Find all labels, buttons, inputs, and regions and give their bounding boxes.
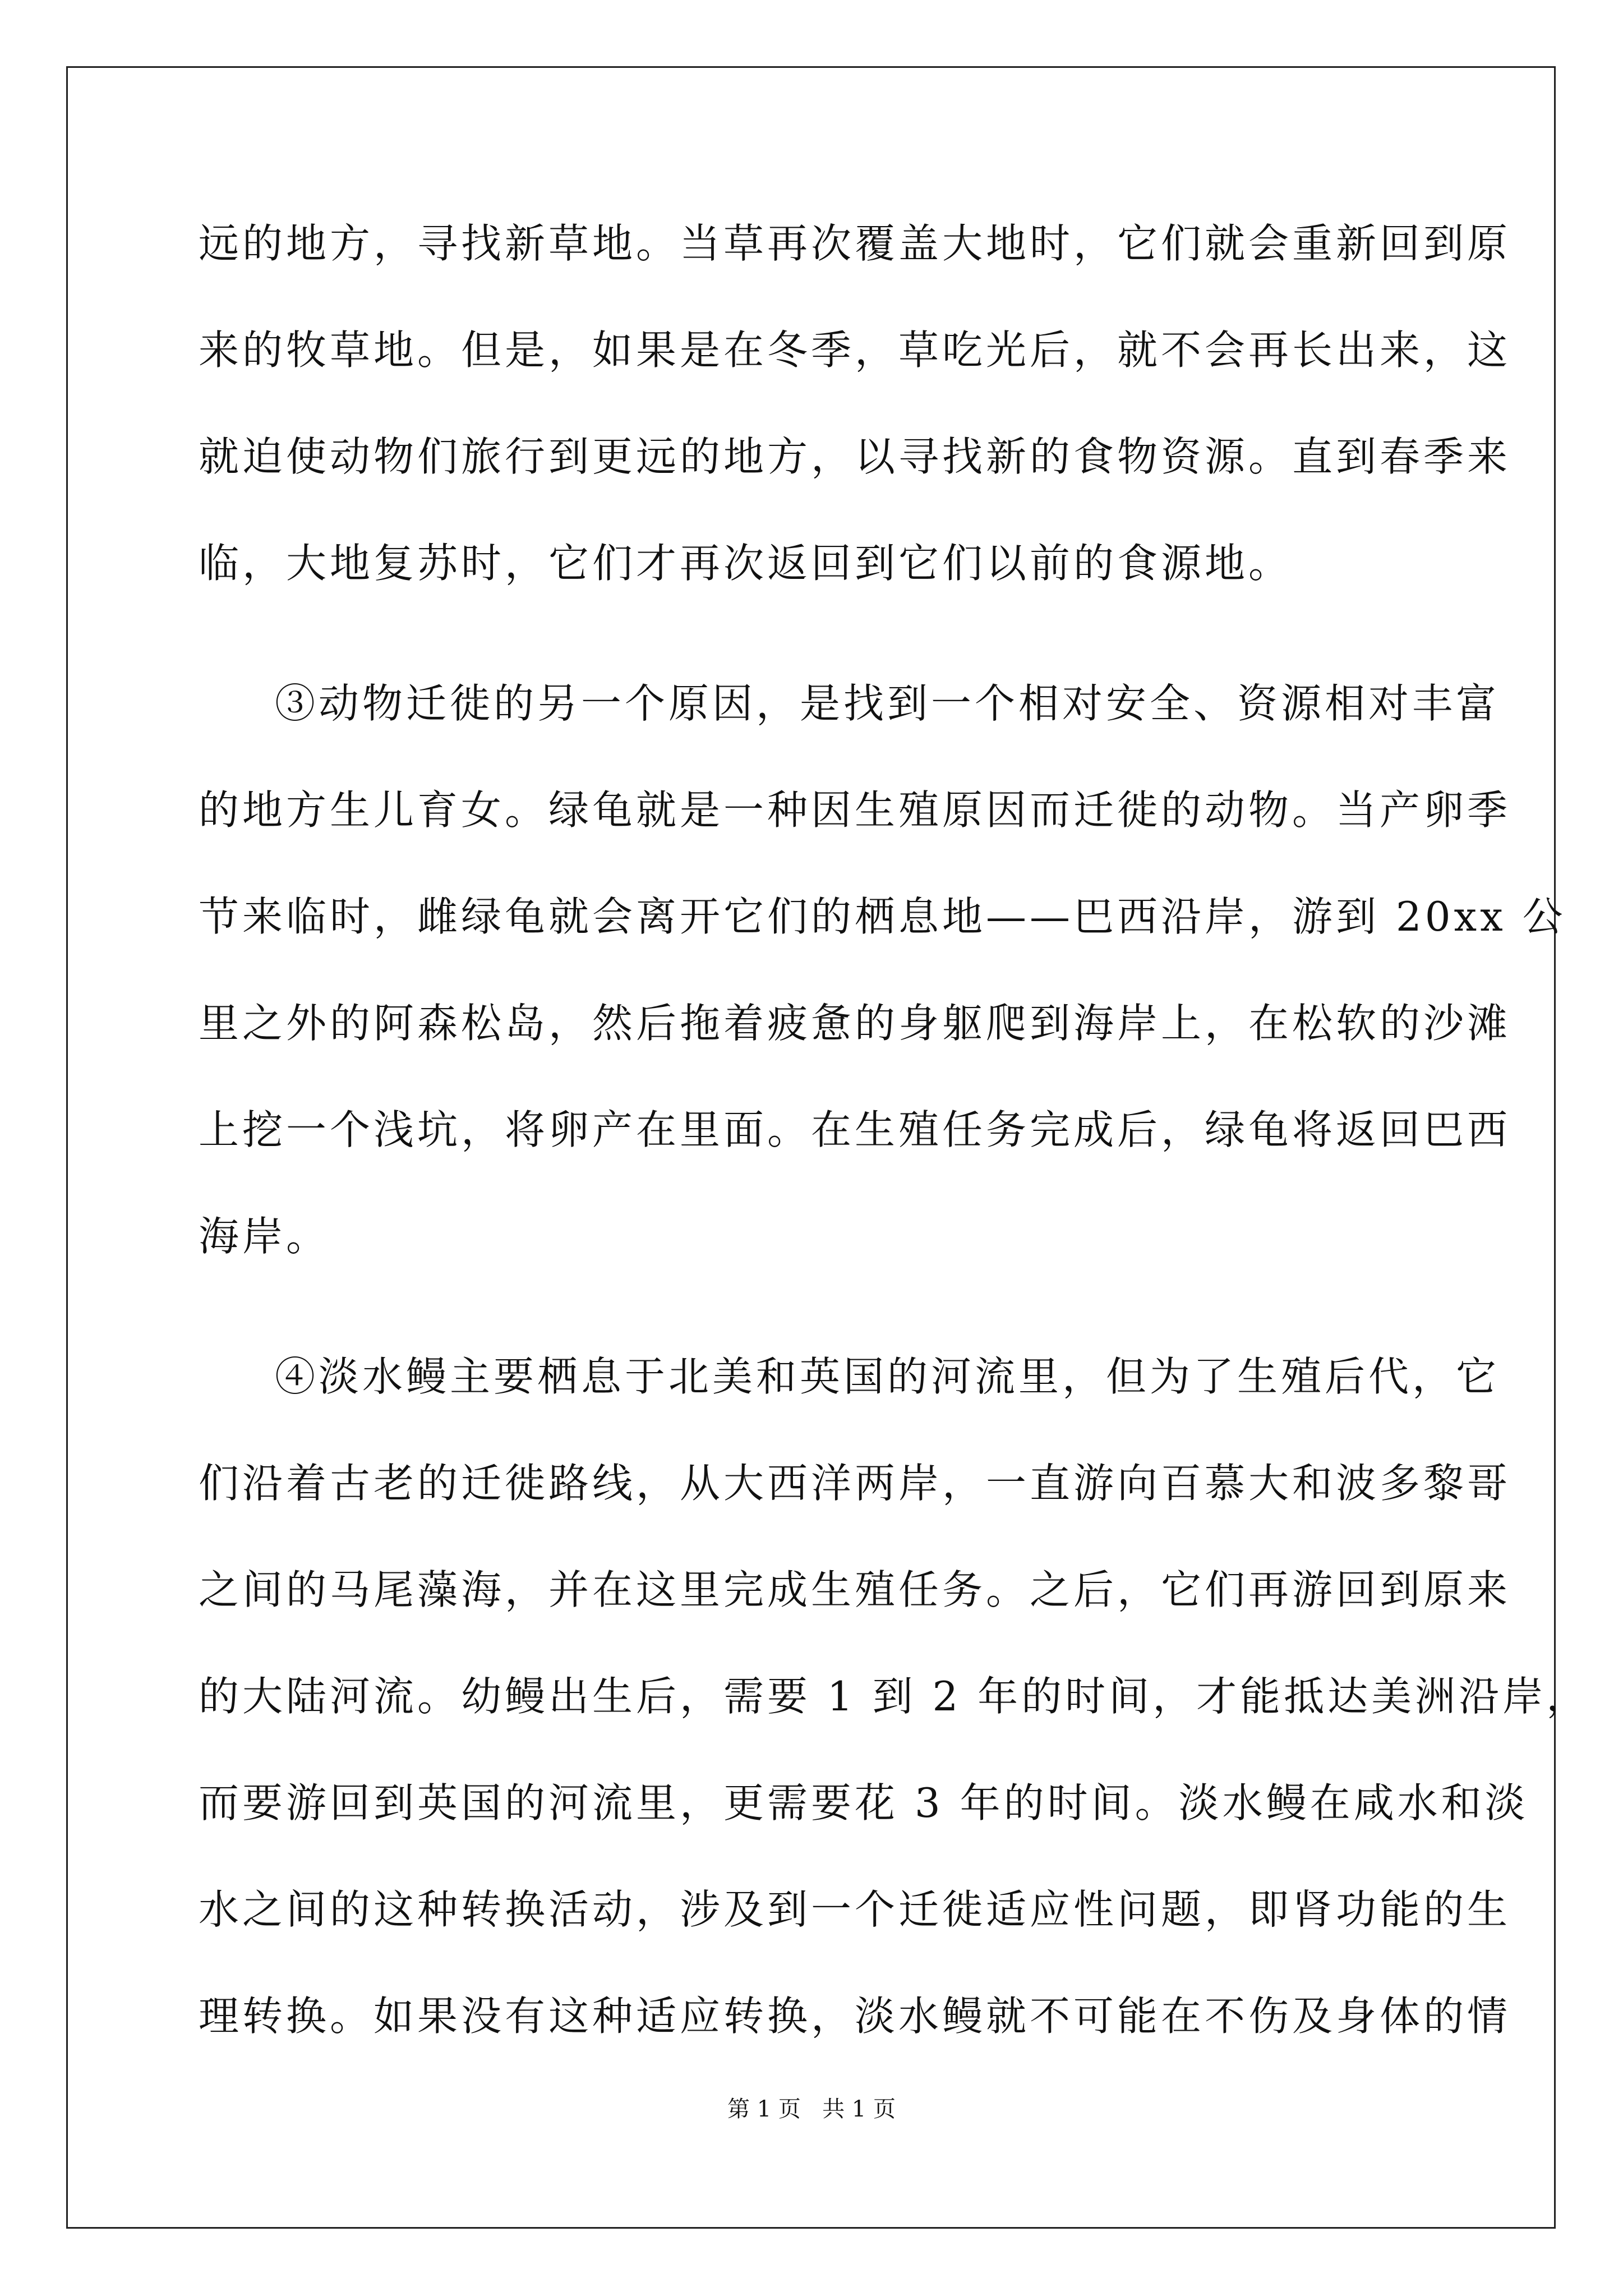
text-line: 就迫使动物们旅行到更远的地方，以寻找新的食物资源。直到春季来 bbox=[199, 433, 1511, 480]
text-line: 理转换。如果没有这种适应转换，淡水鳗就不可能在不伤及身体的情 bbox=[199, 1993, 1511, 2040]
text-line: 的地方生儿育女。绿龟就是一种因生殖原因而迁徙的动物。当产卵季 bbox=[199, 786, 1511, 834]
paragraph-first-line: ③动物迁徙的另一个原因，是找到一个相对安全、资源相对丰富 bbox=[275, 680, 1500, 727]
text-line: 而要游回到英国的河流里，更需要花 3 年的时间。淡水鳗在咸水和淡 bbox=[199, 1779, 1529, 1826]
page-number-footer: 第 1 页 共 1 页 bbox=[727, 2096, 896, 2122]
text-line: 来的牧草地。但是，如果是在冬季，草吃光后，就不会再长出来，这 bbox=[199, 326, 1511, 374]
text-line: 里之外的阿森松岛，然后拖着疲惫的身躯爬到海岸上，在松软的沙滩 bbox=[199, 1000, 1511, 1047]
text-line: 水之间的这种转换活动，涉及到一个迁徙适应性问题，即肾功能的生 bbox=[199, 1886, 1511, 1933]
text-line: 之间的马尾藻海，并在这里完成生殖任务。之后，它们再游回到原来 bbox=[199, 1566, 1511, 1613]
text-line: 临，大地复苏时，它们才再次返回到它们以前的食源地。 bbox=[199, 540, 1293, 587]
text-line: 的大陆河流。幼鳗出生后，需要 1 到 2 年的时间，才能抵达美洲沿岸， bbox=[199, 1673, 1590, 1720]
text-line: 上挖一个浅坑，将卵产在里面。在生殖任务完成后，绿龟将返回巴西 bbox=[199, 1106, 1511, 1153]
paragraph-first-line: ④淡水鳗主要栖息于北美和英国的河流里，但为了生殖后代，它 bbox=[275, 1353, 1500, 1400]
text-line: 节来临时，雌绿龟就会离开它们的栖息地——巴西沿岸，游到 20xx 公 bbox=[199, 893, 1566, 940]
text-line: 海岸。 bbox=[199, 1213, 330, 1260]
text-line: 们沿着古老的迁徙路线，从大西洋两岸，一直游向百慕大和波多黎哥 bbox=[199, 1460, 1511, 1507]
document-body bbox=[199, 212, 1590, 2091]
text-line: 远的地方，寻找新草地。当草再次覆盖大地时，它们就会重新回到原 bbox=[199, 220, 1511, 267]
